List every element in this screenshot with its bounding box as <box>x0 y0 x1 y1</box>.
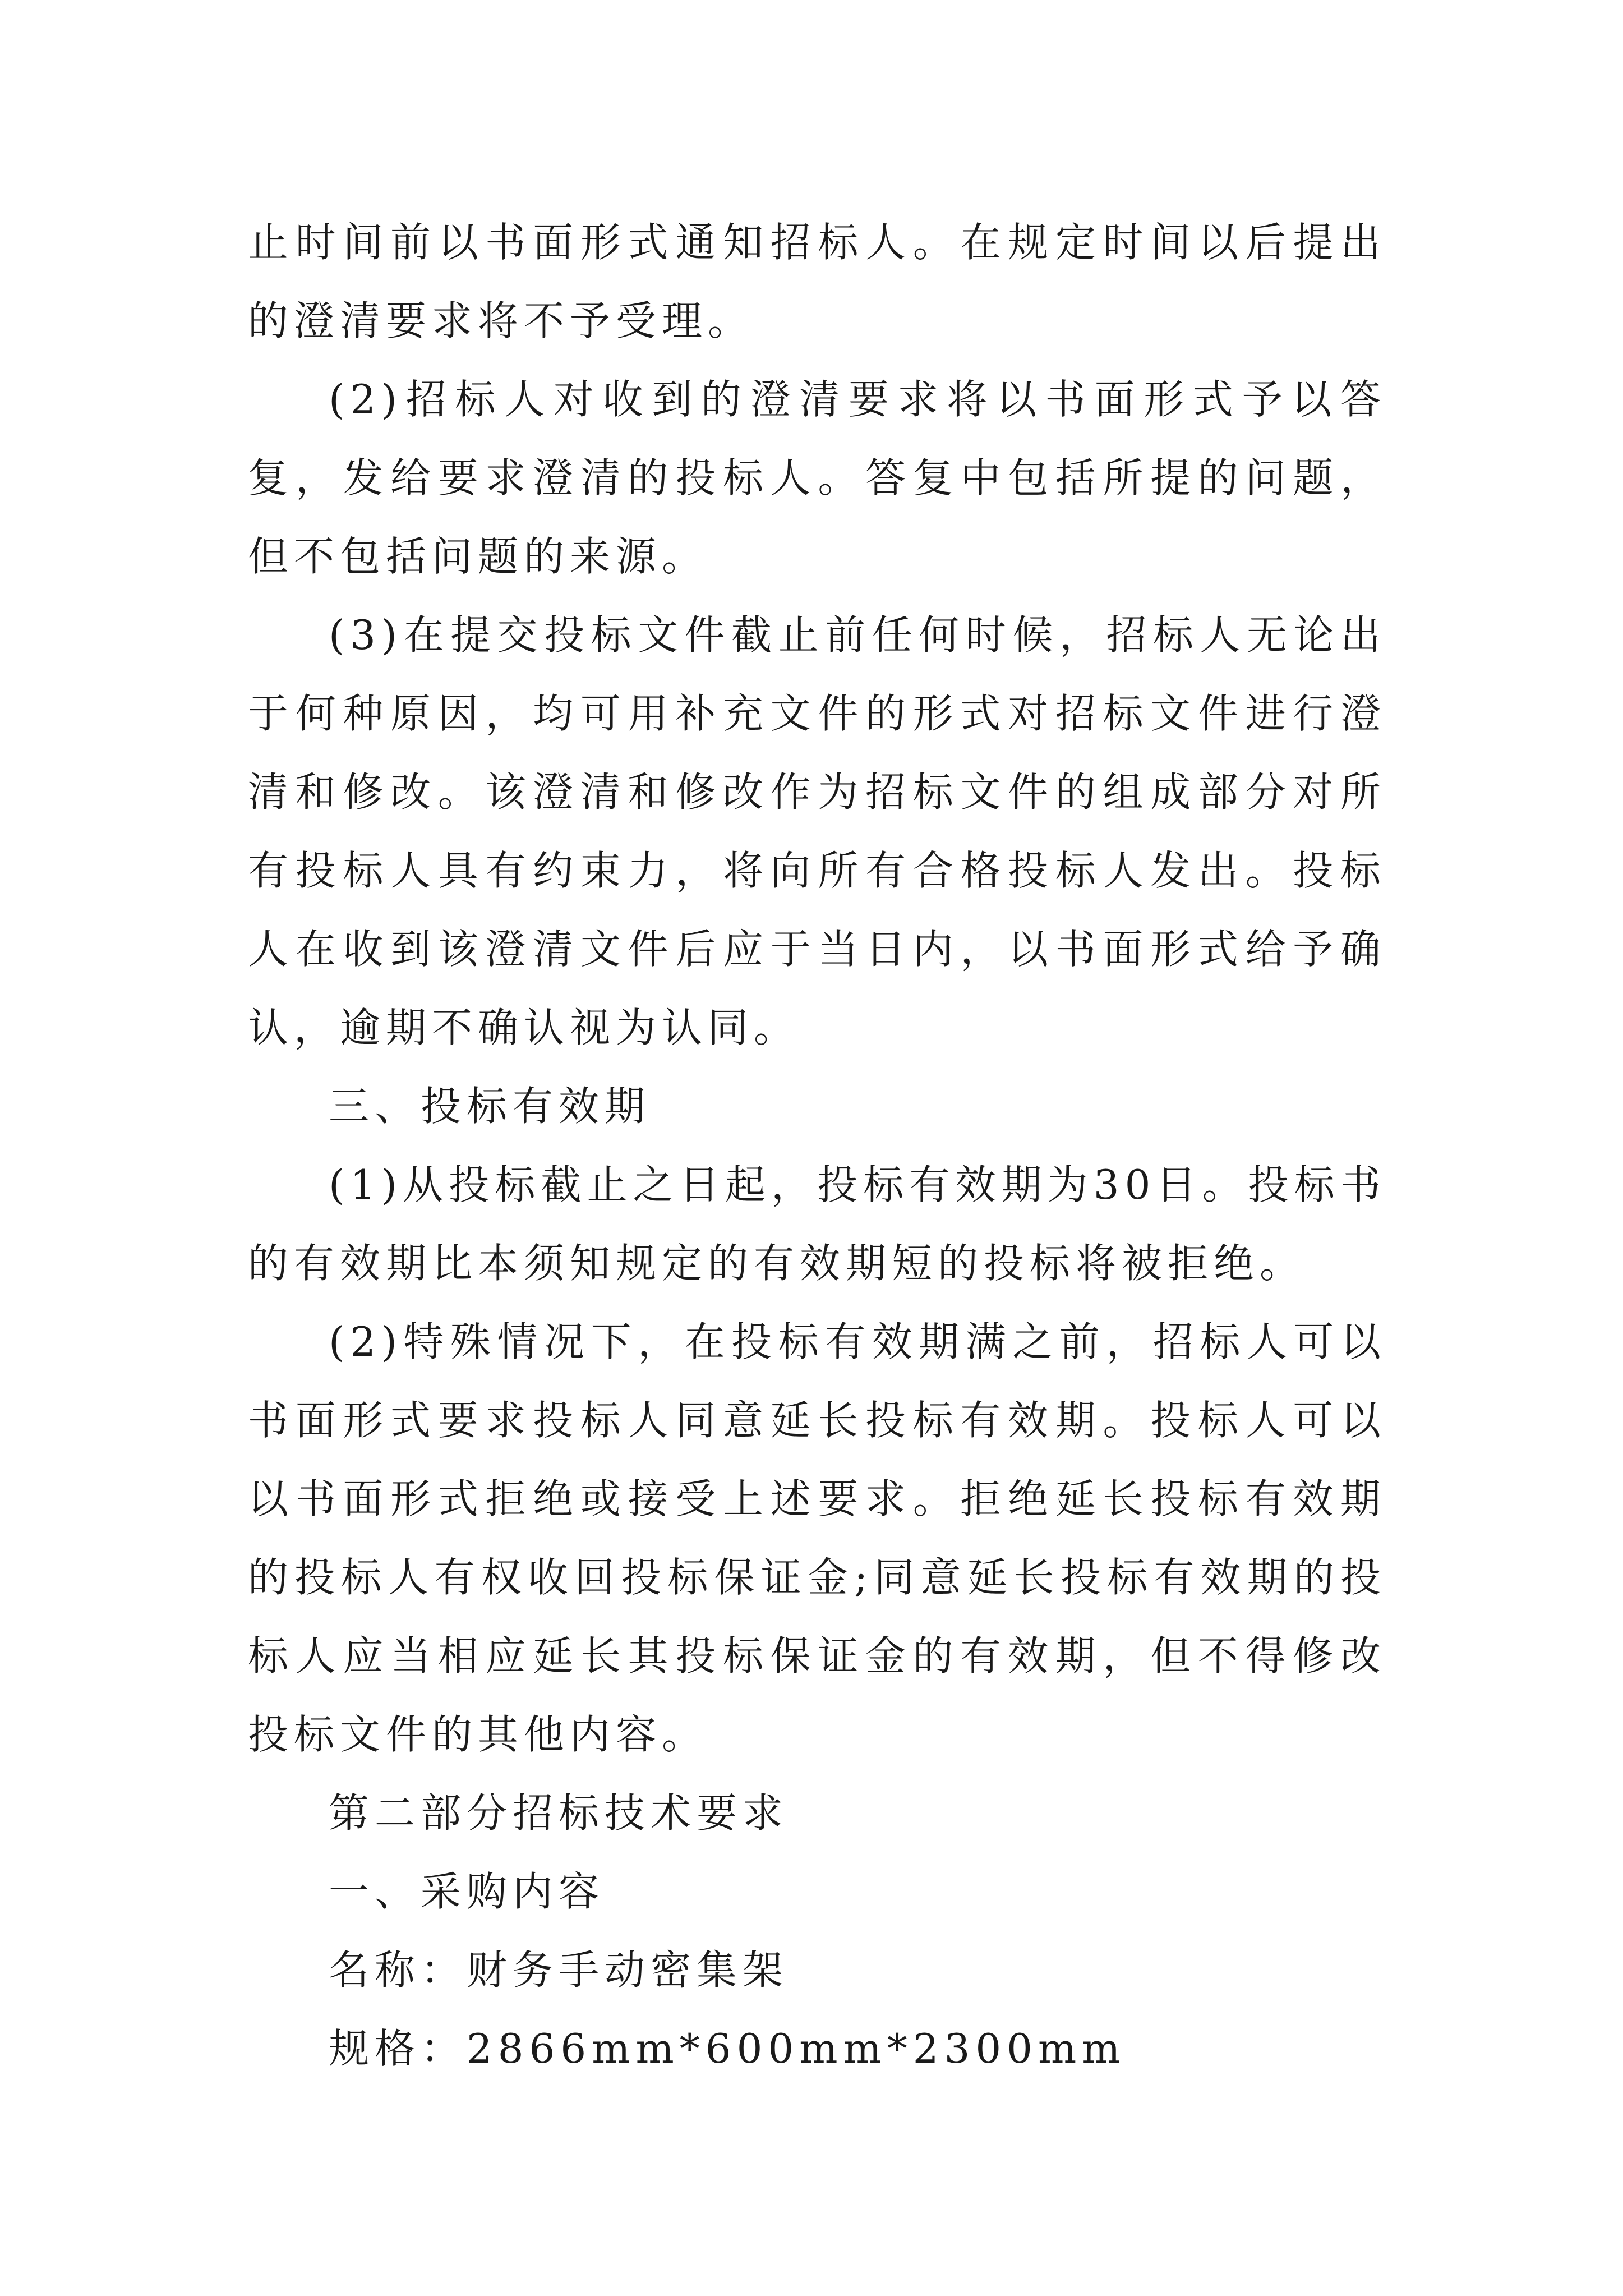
document-body <box>248 203 1386 2088</box>
item-specification: 规格：2866mm*600mm*2300mm <box>329 2025 1126 2072</box>
paragraph-validity-1: (1)从投标截止之日起，投标有效期为30日。投标书的有效期比本须知规定的有效期短的投标将被拒绝。 <box>248 1161 1386 1287</box>
paragraph-continuation: 止时间前以书面形式通知招标人。在规定时间以后提出的澄清要求将不予受理。 <box>248 219 1386 344</box>
paragraph-validity-2: (2)特殊情况下，在投标有效期满之前，招标人可以书面形式要求投标人同意延长投标有效期。投标人可以以书面形式拒绝或接受上述要求。拒绝延长投标有效期的投标人有权收回投标保证金;同意延长投标有效期的投标人应当相应延长其投标保证金的有效期，但不得修改投标文件的其他内容。 <box>248 1318 1386 1758</box>
part-heading-technical-requirements: 第二部分招标技术要求 <box>329 1789 789 1837</box>
section-heading-bid-validity: 三、投标有效期 <box>329 1083 651 1130</box>
section-heading-procurement-content: 一、采购内容 <box>329 1868 605 1915</box>
item-name: 名称：财务手动密集架 <box>329 1947 789 1994</box>
paragraph-clause-2: (2)招标人对收到的澄清要求将以书面形式予以答复，发给要求澄清的投标人。答复中包括所提的问题，但不包括问题的来源。 <box>248 376 1386 580</box>
paragraph-clause-3: (3)在提交投标文件截止前任何时候，招标人无论出于何种原因，均可用补充文件的形式对招标文件进行澄清和修改。该澄清和修改作为招标文件的组成部分对所有投标人具有约束力，将向所有合格投标人发出。投标人在收到该澄清文件后应于当日内，以书面形式给予确认，逾期不确认视为认同。 <box>248 611 1386 1051</box>
